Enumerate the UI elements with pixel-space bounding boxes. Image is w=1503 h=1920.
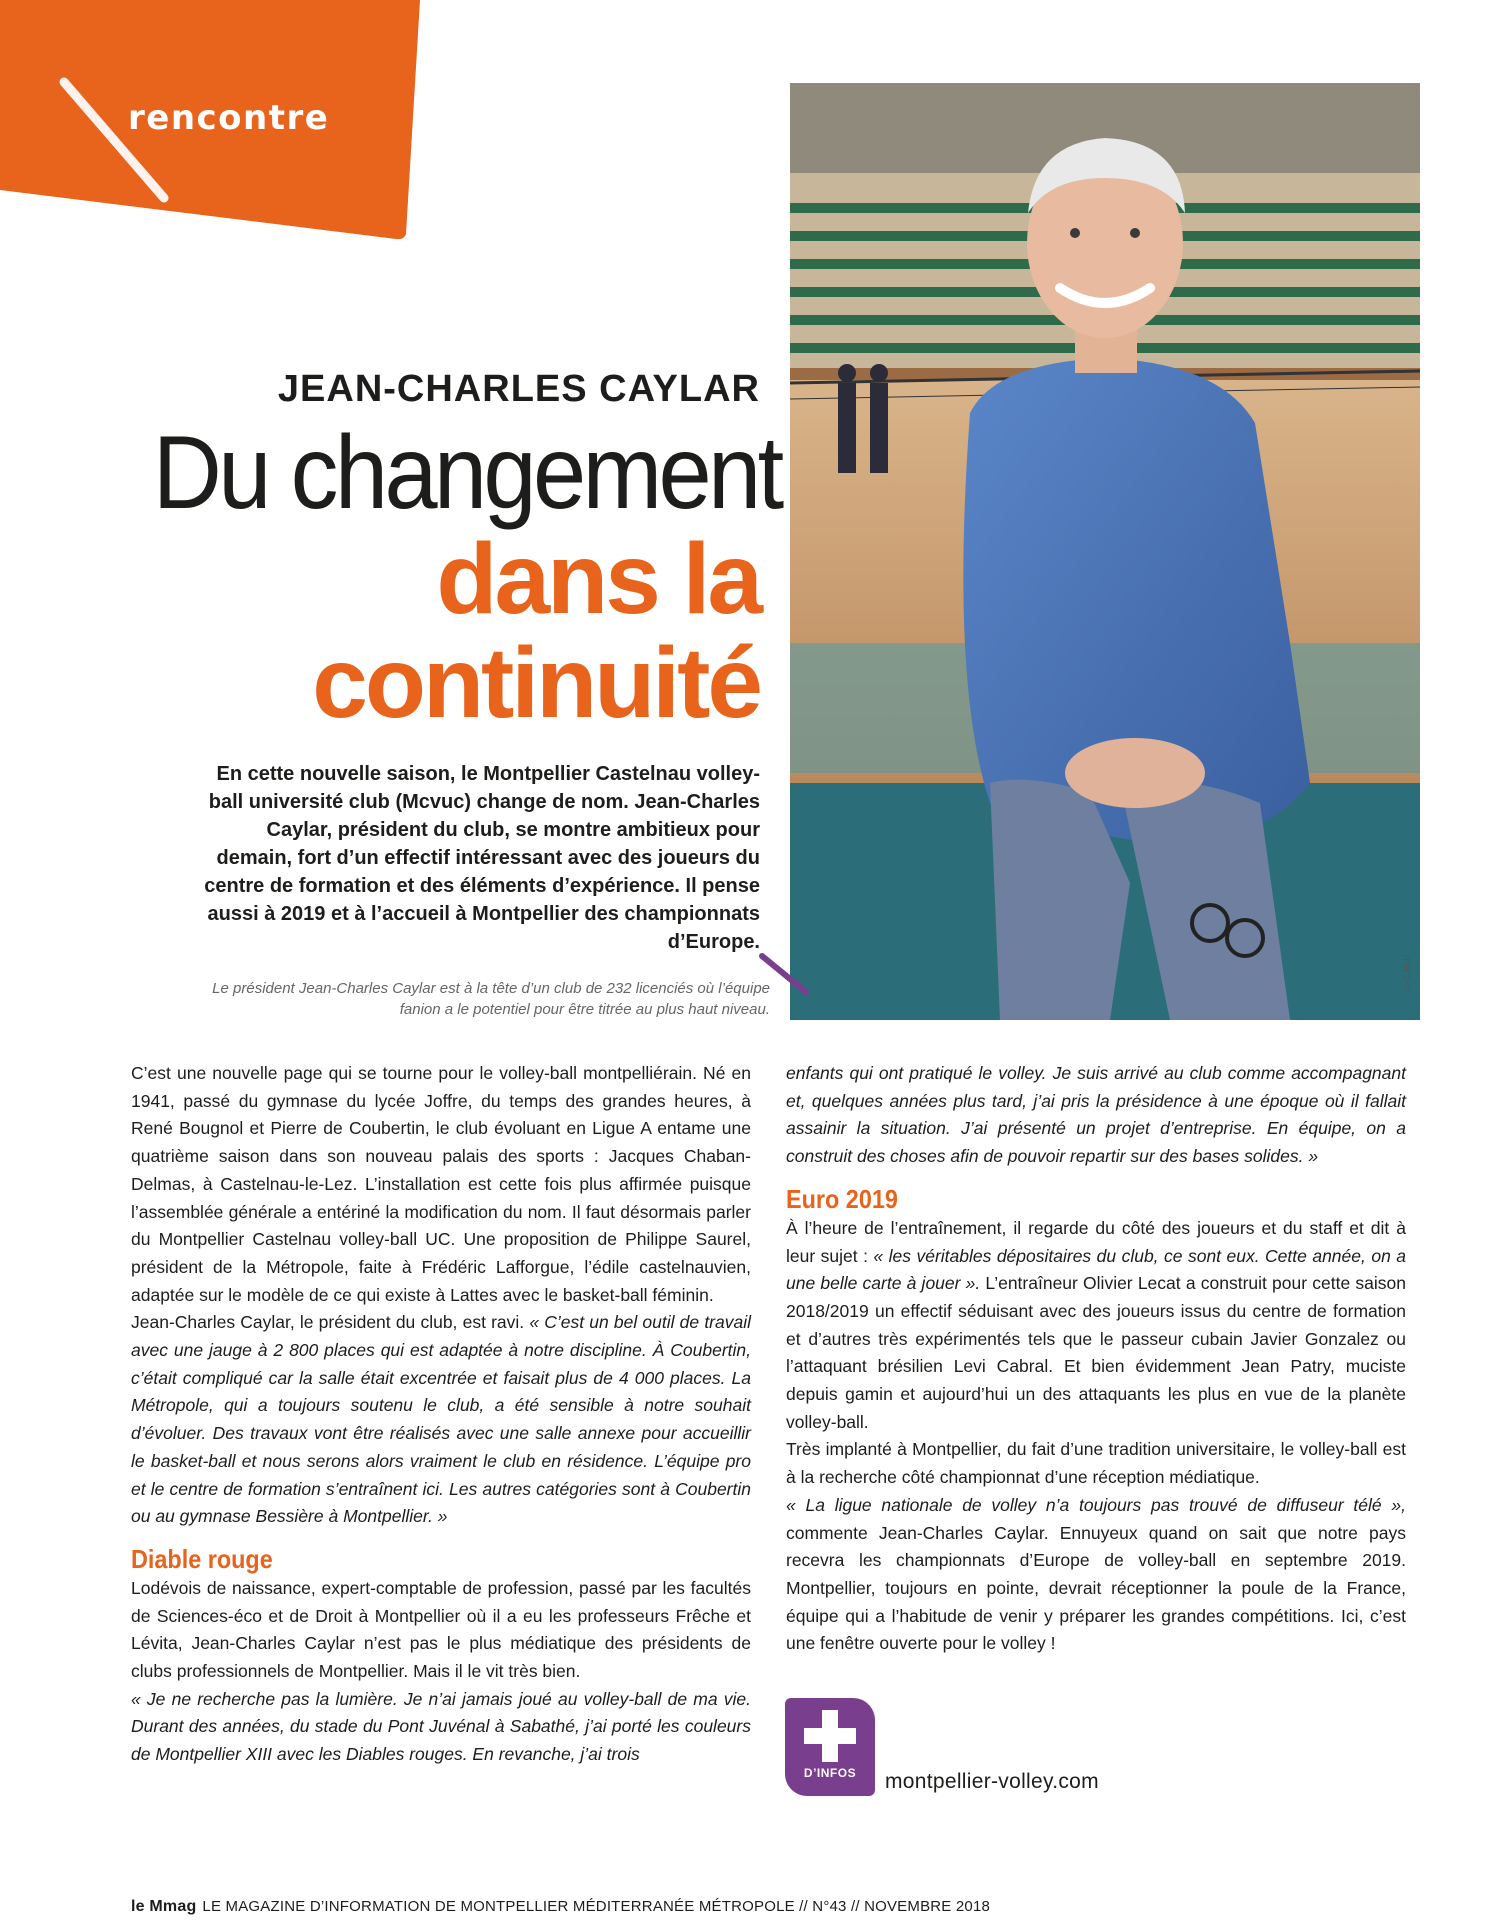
magazine-logo: le Mmag <box>131 1898 197 1915</box>
paragraph <box>131 1686 751 1769</box>
quote: « les véritables dépositaires du club, ce sont eux. Cette année, on a une belle carte à jouer ». <box>786 1245 1406 1294</box>
paragraph-text: L’entraîneur Olivier Lecat a construit pour cette saison 2018/2019 un effectif séduisant avec des joueurs issus du centre de formation et d’autres très expérimentés tels que le passeur cubain Javier Gonzalez ou l’attaquant brésilien Levi Cabral. Et bien évidemment Jean Patry, muciste depuis gamin et aujourd’hui un des attaquants les plus en vue de la planète volley-ball. <box>786 1273 1406 1432</box>
paragraph <box>131 1309 751 1531</box>
footer-text: LE MAGAZINE D’INFORMATION DE MONTPELLIER MÉDITERRANÉE MÉTROPOLE // N°43 // NOVEMBRE 2018 <box>202 1898 991 1915</box>
paragraph-text: Jean-Charles Caylar, le président du club, est ravi. <box>131 1312 530 1333</box>
section-label: rencontre <box>128 98 330 138</box>
paragraph: C’est une nouvelle page qui se tourne pour le volley-ball montpelliérain. Né en 1941, passé du gymnase du lycée Joffre, du temps des grandes heures, à René Bougnol et Pierre de Coubertin, le club évoluant en Ligue A entame une quatrième saison dans son nouveau palais des sports : Jacques Chaban-Delmas, à Castelnau-le-Lez. L’installation est cette fois plus affirmée puisque l’assemblée générale a entériné la modification du nom. Il faut désormais parler du Montpellier Castelnau volley-ball UC. Une proposition de Philippe Saurel, président de la Métropole, faite à Frédéric Lafforgue, l’édile castelnauvien, adaptée sur le modèle de ce qui existe à Lattes avec le basket-ball féminin. <box>131 1063 751 1305</box>
plus-icon <box>800 1706 860 1766</box>
more-info-badge <box>785 1698 875 1796</box>
portrait-photo <box>790 83 1420 1020</box>
paragraph-text: À l’heure de l’entraînement, il regarde du côté des joueurs et du staff et dit à leur sujet : <box>786 1217 1406 1266</box>
paragraph-text: commente Jean-Charles Caylar. Ennuyeux quand on sait que notre pays recevra les championnats d’Europe de volley-ball en septembre 2019. Montpellier, toujours en pointe, devrait réceptionner la poule de la France, équipe qui a l’habitude de venir y préparer les grandes compétitions. Ici, c’est une fenêtre ouverte pour le volley ! <box>786 1522 1406 1654</box>
quote: « C’est un bel outil de travail avec une jauge à 2 800 places qui est adaptée à notre discipline. À Coubertin, c’était compliqué car la salle était excentrée et faisait plus de 4 000 places. La Métropole, qui a toujours soutenu le club, a été sensible à notre souhait d’évoluer. Des travaux vont être réalisés avec une salle annexe pour accueillir le basket-ball et nous serons alors vraiment le club en résidence. L’équipe pro et le centre de formation s’entraînent ici. Les autres catégories sont à Coubertin ou au gymnase Bessière à Montpellier. » <box>131 1312 751 1527</box>
more-info-label: D’INFOS <box>803 1766 857 1780</box>
headline-line-2: dans la continuité <box>312 523 760 739</box>
quote: « La ligue nationale de volley n’a toujours pas trouvé de diffuseur télé », <box>786 1494 1406 1515</box>
quote: « Je ne recherche pas la lumière. Je n’ai jamais joué au volley-ball de ma vie. Durant des années, du stade du Pont Juvénal à Sabathé, j’ai porté les couleurs de Montpellier XIII avec les Diables rouges. En revanche, j’ai trois <box>131 1688 751 1765</box>
headline-line-1: Du changement <box>152 415 781 531</box>
photo-credit: © C.Ruiz <box>1402 953 1412 990</box>
paragraph <box>786 1060 1406 1171</box>
paragraph: Très implanté à Montpellier, du fait d’une tradition universitaire, le volley-ball est à la recherche côté championnat d’une réception médiatique. <box>786 1439 1406 1488</box>
article-column-left <box>131 1060 751 1769</box>
article-kicker: JEAN-CHARLES CAYLAR <box>277 368 760 410</box>
article-column-right <box>786 1060 1406 1658</box>
page-footer <box>131 1898 990 1916</box>
subheading-diable-rouge: Diable rouge <box>131 1543 273 1574</box>
paragraph <box>786 1492 1406 1658</box>
photo-caption: Le président Jean-Charles Caylar est à la tête d’un club de 232 licenciés où l’équipe fanion a le potentiel pour être titrée au plus haut niveau. <box>212 980 770 1018</box>
website-link[interactable]: montpellier-volley.com <box>885 1770 1099 1793</box>
quote: enfants qui ont pratiqué le volley. Je suis arrivé au club comme accompagnant et, quelques années plus tard, j’ai pris la présidence à une époque où il fallait assainir la situation. J’ai présenté un projet d’entreprise. En équipe, on a construit des choses afin de pouvoir repartir sur des bases solides. » <box>786 1063 1406 1167</box>
paragraph <box>786 1215 1406 1437</box>
subheading-euro-2019: Euro 2019 <box>786 1183 898 1214</box>
portrait-illustration <box>790 83 1420 1020</box>
article-lede: En cette nouvelle saison, le Montpellier Castelnau volley-ball université club (Mcvuc) change de nom. Jean-Charles Caylar, président du club, se montre ambitieux pour demain, fort d’un effectif intéressant avec des joueurs du centre de formation et des éléments d’expérience. Il pense aussi à 2019 et à l’accueil à Montpellier des championnats d’Europe. <box>204 763 760 953</box>
paragraph: Lodévois de naissance, expert-comptable de profession, passé par les facultés de Sciences-éco et de Droit à Montpellier où il a eu les professeurs Frêche et Lévita, Jean-Charles Caylar n’est pas le plus médiatique des présidents de clubs professionnels de Montpellier. Mais il le vit très bien. <box>131 1577 751 1682</box>
